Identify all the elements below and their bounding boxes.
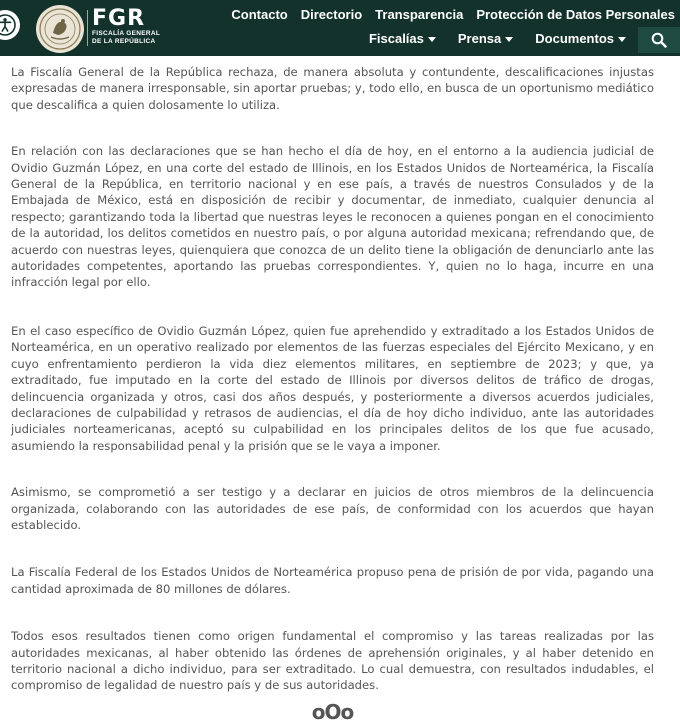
national-seal-logo[interactable] xyxy=(36,5,84,53)
logo-divider xyxy=(87,10,88,46)
logo-subtitle-line-2: DE LA REPÚBLICA xyxy=(92,38,156,45)
main-nav xyxy=(369,31,626,46)
top-nav xyxy=(231,7,675,22)
paragraph-5: La Fiscalía Federal de los Estados Unidos de Norteamérica propuso pena de prisión de por vida, pagando una cantidad aproximada de 80 millones de dólares. xyxy=(11,565,654,596)
search-icon xyxy=(651,32,667,48)
search-button[interactable] xyxy=(638,27,680,53)
fgr-logo[interactable] xyxy=(92,8,160,46)
logo-title: FGR xyxy=(92,6,146,31)
national-seal-icon xyxy=(38,7,82,51)
logo-subtitle-line-1: FISCALÍA GENERAL xyxy=(92,30,161,37)
paragraph-3: En el caso específico de Ovidio Guzmán López, quien fue aprehendido y extraditado a los Estados Unidos de Norteamérica, en un operativo realizado por elementos de las fuerzas especiales del Ejército Mexicano, y en cuyo enfrentamiento perdieron la vida diez elementos militares, en septiembre de 2023; y que, ya extraditado, fue imputado en la corte del estado de Illinois por diversos delitos de tráfico de drogas, delincuencia organizada y otros, casi dos años después, y posteriormente a diversos acuerdos judiciales, declaraciones de culpabilidad y retrasos de audiencias, el día de hoy dicho individuo, ante las autoridades judiciales norteamericanas, aceptó su culpabilidad en los principales delitos de los que fue acusado, asumiendo la responsabilidad penal y la prisión que se le vaya a imponer. xyxy=(11,323,654,453)
nav-dropdown-prensa[interactable]: Prensa xyxy=(458,31,513,46)
site-header xyxy=(0,0,680,56)
accessibility-button[interactable] xyxy=(0,10,20,40)
paragraph-1: La Fiscalía General de la República rechaza, de manera absoluta y contundente, descalificaciones injustas expresadas de manera irresponsable, sin aportar pruebas; y, todo ello, en busca de un oportunismo mediático que descalifica a quien dolosamente lo utiliza. xyxy=(11,65,654,112)
paragraph-6: Todos esos resultados tienen como origen fundamental el compromiso y las tareas realizadas por las autoridades mexicanas, al haber obtenido las órdenes de aprehensión originales, y al haber detenido en territorio nacional a dicho individuo, para ser extraditado. Lo cual demuestra, con resultados indudables, el compromiso de legalidad de nuestro país y de sus autoridades. xyxy=(11,629,654,693)
nav-dropdown-fiscalias[interactable]: Fiscalías xyxy=(369,31,436,46)
paragraph-4: Asimismo, se comprometió a ser testigo y a declarar en juicios de otros miembros de la delincuencia organizada, colaborando con las autoridades de ese país, de conformidad con los acuerdos que hayan establecido. xyxy=(11,485,654,532)
signoff-mark: oOo xyxy=(311,699,354,724)
nav-link-transparencia[interactable]: Transparencia xyxy=(375,7,464,22)
nav-link-proteccion-datos[interactable]: Protección de Datos Personales xyxy=(476,7,675,22)
nav-dropdown-documentos[interactable]: Documentos xyxy=(535,31,626,46)
nav-link-directorio[interactable]: Directorio xyxy=(300,7,363,22)
press-release-body xyxy=(0,56,680,724)
nav-link-contacto[interactable]: Contacto xyxy=(231,7,288,22)
paragraph-2: En relación con las declaraciones que se han hecho el día de hoy, en el entorno a la audiencia judicial de Ovidio Guzmán López, en una corte del estado de Illinois, en los Estados Unidos de Norteamérica, la Fiscalía General de la República, en territorio nacional y en ese país, a través de nuestros Consulados y de la Embajada de México, está en disposición de recibir y documentar, de inmediato, cualquier denuncia al respecto; garantizando toda la libertad que nuestras leyes le reconocen a quienes pongan en el conocimiento de la autoridad, los delitos cometidos en nuestro país, o por alguna autoridad mexicana; refrendando que, de acuerdo con nuestras leyes, quienquiera que conozca de un delito tiene la obligación de denunciarlo ante las autoridades competentes, aportando las pruebas correspondientes. Y, quien no lo haga, incurre en una infracción legal por ello. xyxy=(11,144,654,290)
accessibility-icon xyxy=(0,14,16,36)
